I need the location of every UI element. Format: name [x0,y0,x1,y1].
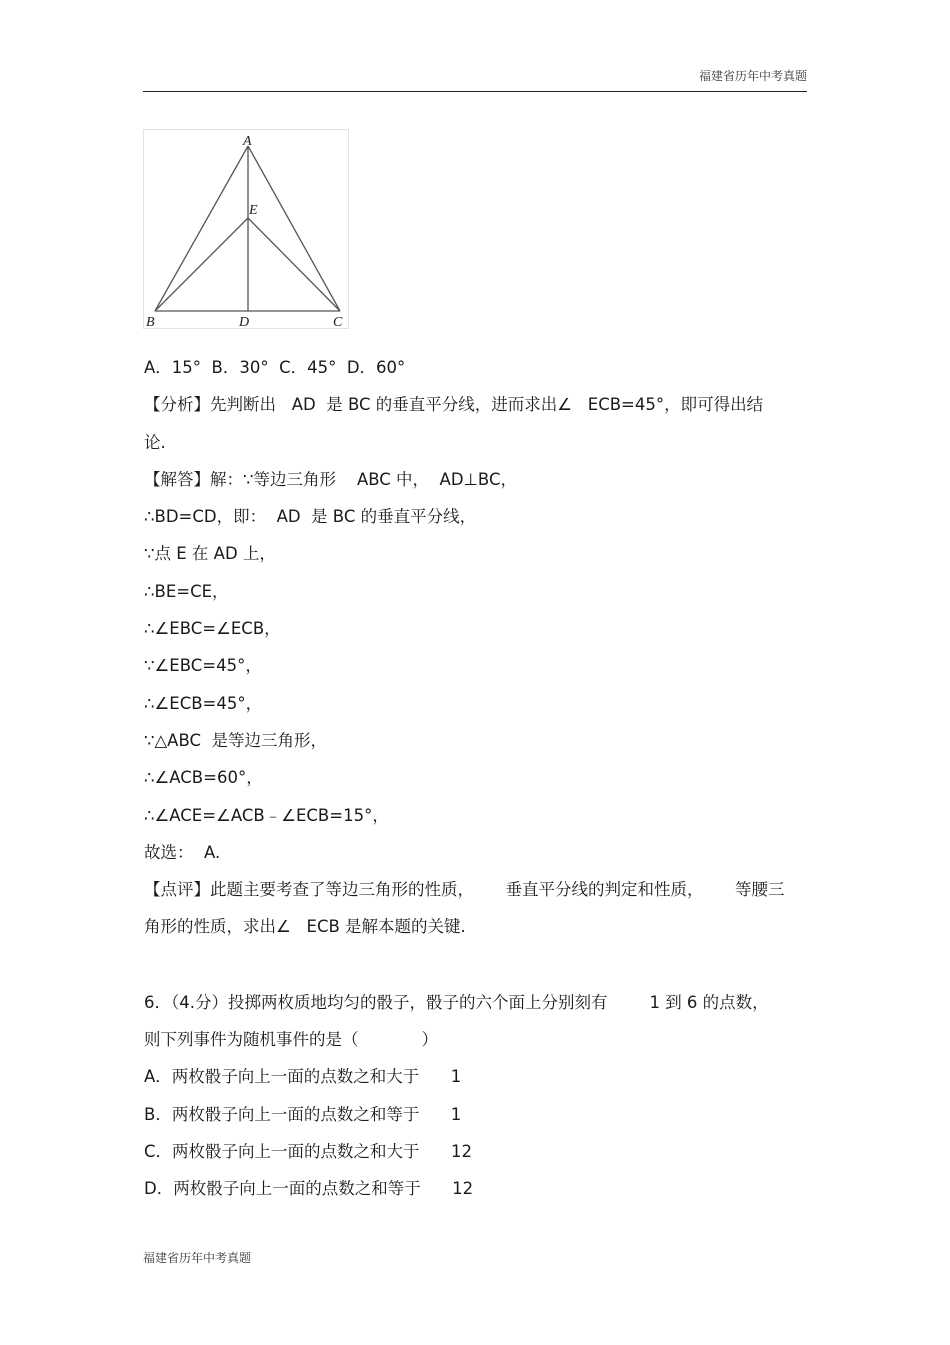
q5-solution-line: 【解答】解：∵等边三角形 ABC 中， AD⊥BC， [144,469,517,489]
q5-comment-line: 角形的性质，求出∠ ECB 是解本题的关键. [144,917,466,937]
page-content [144,349,806,1208]
q6-option-b: B．两枚骰子向上一面的点数之和等于 1 [144,1104,462,1124]
label-d: D [239,315,250,328]
q6-option-d: D．两枚骰子向上一面的点数之和等于 12 [144,1179,474,1199]
page-footer-title: 福建省历年中考真题 [143,1251,252,1265]
segment-be [155,218,248,311]
q5-solution-line: ∵△ABC 是等边三角形， [144,730,328,750]
q5-solution-line: ∴∠ACE=∠ACB﹣∠ECB=15°， [144,805,389,825]
label-a: A [243,134,252,149]
q5-options: A．15° B．30° C．45° D．60° [144,358,406,377]
q5-comment-line: 【点评】此题主要考查了等边三角形的性质， 垂直平分线的判定和性质， 等腰三 [144,880,785,900]
segment-ce [248,218,340,311]
q6-option-a: A．两枚骰子向上一面的点数之和大于 1 [144,1067,462,1087]
label-b: B [146,315,155,328]
label-e: E [249,203,258,218]
page-header-title: 福建省历年中考真题 [698,69,807,83]
q5-solution-line: ∴BE=CE， [144,581,229,601]
q5-analysis-line: 【分析】先判断出 AD 是 BC 的垂直平分线，进而求出∠ ECB=45°，即可得出结 [144,395,764,415]
q5-solution-line: 故选： A. [144,842,221,862]
q6-stem-line: 则下列事件为随机事件的是（ ） [144,1030,438,1050]
q5-solution-line: ∴∠ACB=60°， [144,768,263,788]
triangle-diagram [144,130,348,328]
q5-solution-line: ∴∠ECB=45°， [144,693,263,713]
q5-analysis-line: 论. [144,432,166,452]
q5-solution-line: ∴BD=CD，即： AD 是 BC 的垂直平分线， [144,507,477,527]
q6-option-c: C．两枚骰子向上一面的点数之和大于 12 [144,1141,472,1161]
label-c: C [333,315,343,328]
segment-ac [248,146,340,311]
q5-solution-line: ∵点 E 在 AD 上， [144,544,276,564]
q5-solution-line: ∴∠EBC=∠ECB， [144,619,281,639]
header-rule [143,91,807,92]
section-gap [144,946,806,984]
q6-stem-line: 6．（4.分）投掷两枚质地均匀的骰子，骰子的六个面上分别刻有 1 到 6 的点数， [144,992,769,1012]
triangle-figure [143,129,349,329]
q5-solution-line: ∵∠EBC=45°， [144,656,262,676]
segment-ab [155,146,248,311]
